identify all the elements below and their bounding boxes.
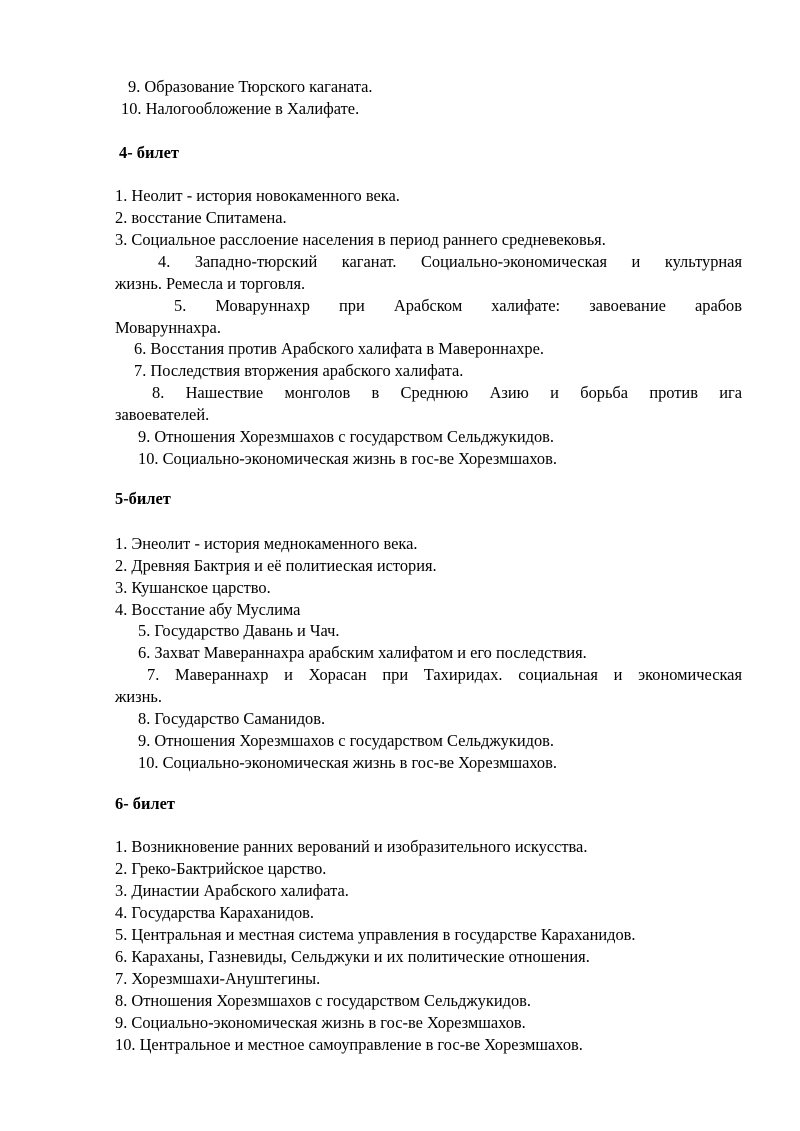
ticket5-item-9: 9. Отношения Хорезмшахов с государством Сельджукидов. xyxy=(138,731,554,750)
ticket5-item-10: 10. Социально-экономическая жизнь в гос-ве Хорезмшахов. xyxy=(138,753,557,772)
ticket6-item-7: 7. Хорезмшахи-Ануштегины. xyxy=(115,969,321,988)
ticket5-item-7-cont: жизнь. xyxy=(115,687,162,706)
ticket5-item-1: 1. Энеолит - история меднокаменного века. xyxy=(115,534,418,553)
ticket6-item-9: 9. Социально-экономическая жизнь в гос-ве Хорезмшахов. xyxy=(115,1013,526,1032)
ticket6-item-1: 1. Возникновение ранних верований и изобразительного искусства. xyxy=(115,837,588,856)
ticket3-item-10: 10. Налогообложение в Халифате. xyxy=(121,99,360,118)
ticket6-item-4: 4. Государства Караханидов. xyxy=(115,903,315,922)
ticket6-item-3: 3. Династии Арабского халифата. xyxy=(115,881,349,900)
ticket5-item-4: 4. Восстание абу Муслима xyxy=(115,600,301,619)
ticket4-item-7: 7. Последствия вторжения арабского халифата. xyxy=(134,361,464,380)
ticket4-item-2: 2. восстание Спитамена. xyxy=(115,208,287,227)
ticket4-item-8-cont: завоевателей. xyxy=(115,405,210,424)
ticket6-item-5: 5. Центральная и местная система управления в государстве Караханидов. xyxy=(115,925,636,944)
ticket6-item-2: 2. Греко-Бактрийское царство. xyxy=(115,859,327,878)
ticket4-item-1: 1. Неолит - история новокаменного века. xyxy=(115,186,400,205)
ticket5-item-7: 7. Мавераннахр и Хорасан при Тахиридах. социальная и экономическая xyxy=(147,665,742,684)
ticket5-item-3: 3. Кушанское царство. xyxy=(115,578,271,597)
ticket4-item-4-cont: жизнь. Ремесла и торговля. xyxy=(115,274,306,293)
ticket5-item-2: 2. Древняя Бактрия и её политиеская история. xyxy=(115,556,437,575)
ticket4-item-10: 10. Социально-экономическая жизнь в гос-ве Хорезмшахов. xyxy=(138,449,557,468)
ticket4-item-4: 4. Западно-тюрский каганат. Социально-экономическая и культурная xyxy=(158,252,742,271)
ticket4-item-3: 3. Социальное расслоение населения в период раннего средневековья. xyxy=(115,230,606,249)
ticket5-item-5: 5. Государство Давань и Чач. xyxy=(138,621,340,640)
ticket4-title: 4- билет xyxy=(119,143,179,162)
ticket6-item-8: 8. Отношения Хорезмшахов с государством Сельджукидов. xyxy=(115,991,531,1010)
ticket6-item-6: 6. Караханы, Газневиды, Сельджуки и их политические отношения. xyxy=(115,947,590,966)
ticket6-item-10: 10. Центральное и местное самоуправление в гос-ве Хорезмшахов. xyxy=(115,1035,583,1054)
ticket5-item-6: 6. Захват Мавераннахра арабским халифатом и его последствия. xyxy=(138,643,587,662)
ticket3-item-9: 9. Образование Тюрского каганата. xyxy=(128,77,373,96)
ticket6-title: 6- билет xyxy=(115,794,175,813)
ticket4-item-5-cont: Моваруннахра. xyxy=(115,318,221,337)
ticket4-item-6: 6. Восстания против Арабского халифата в Мавероннахре. xyxy=(134,339,544,358)
ticket5-title: 5-билет xyxy=(115,489,171,508)
ticket5-item-8: 8. Государство Саманидов. xyxy=(138,709,326,728)
ticket4-item-8: 8. Нашествие монголов в Среднюю Азию и борьба против ига xyxy=(152,383,742,402)
ticket4-item-5: 5. Моваруннахр при Арабском халифате: завоевание арабов xyxy=(174,296,742,315)
ticket4-item-9: 9. Отношения Хорезмшахов с государством Сельджукидов. xyxy=(138,427,554,446)
